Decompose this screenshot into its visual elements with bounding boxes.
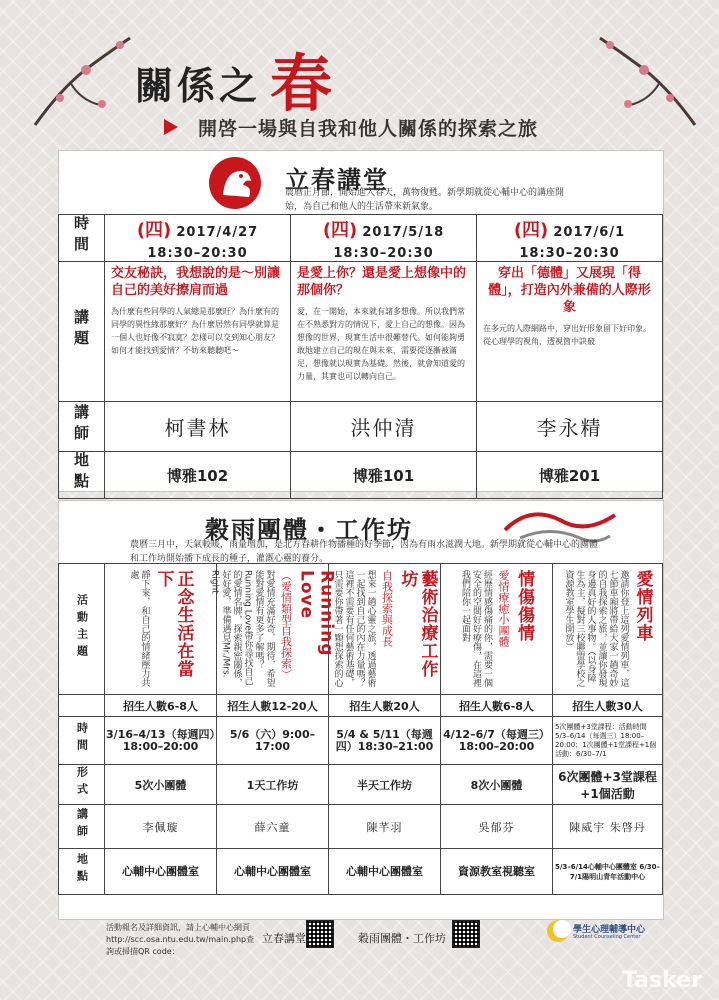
- workshop-5-leader: 陳威宇 朱啓丹: [553, 805, 663, 849]
- workshop-3-leader: 陳芊羽: [329, 805, 441, 849]
- workshop-4-theme: [441, 564, 553, 695]
- workshop-3-desc: 想來一趟心靈之旅，透過藝術一起找到自己的內在力量嗎？這裡不需要有任何藝術基礎，只需要你帶著一顆想探索的心: [332, 570, 376, 687]
- lecture-table: [58, 214, 663, 499]
- label-place: 地點: [59, 452, 105, 499]
- lecture-1-speaker: 柯書林: [105, 402, 291, 452]
- lecture-1-room: 博雅102: [105, 452, 291, 499]
- lecture-1-desc: 為什麼有些同學的人氣總是那麼旺？為什麼有的同學的異性緣那麼好？為什麼居然有同學就算是一個人也好像不寂寞？怎樣可以交到知心朋友？如何才能找到愛情？不妨來聽聽吧～: [111, 307, 279, 355]
- workshop-4-desc: 經歷情感傷痛的你，需要一個安全的空間好好療傷，在這裡我們陪你一起面對: [460, 570, 492, 687]
- workshop-3-place: 心輔中心團體室: [329, 849, 441, 895]
- lecture-2-datetime: (四) 2017/5/18 18:30–20:30: [291, 215, 477, 262]
- workshop-1-time: 3/16–4/13（每週四）18:00–20:00: [105, 717, 217, 765]
- center-name-en: Student Counseling Center: [573, 934, 641, 940]
- label-ws-time: 時間: [59, 717, 105, 765]
- lecture-1-topic-cell: [105, 262, 291, 402]
- label-time: 時間: [59, 215, 105, 262]
- workshop-4-leader: 吳郁芬: [441, 805, 553, 849]
- footer-note: 活動報名及詳細資訊，請上心輔中心網頁 http://scc.osa.ntu.edu.tw/main.php查詢或掃描QR code：: [106, 923, 255, 956]
- workshop-5-count: 招生人數30人: [553, 695, 663, 717]
- workshop-2-time: 5/6（六）9:00–17:00: [217, 717, 329, 765]
- lecture-2-speaker: 洪仲清: [291, 402, 477, 452]
- workshop-2-place: 心輔中心團體室: [217, 849, 329, 895]
- workshop-1-format: 5次小團體: [105, 765, 217, 805]
- workshop-2-count: 招生人數12-20人: [217, 695, 329, 717]
- lecture-title: 立春講堂: [285, 166, 389, 194]
- workshop-5-theme: [553, 564, 663, 695]
- workshop-4-subtitle: 愛情療癒小團體: [497, 570, 510, 647]
- qr-lecture-label: 立春講堂: [262, 932, 306, 945]
- lecture-1-datetime: (四) 2017/4/27 18:30–20:30: [105, 215, 291, 262]
- qr-workshop-label: 穀雨團體・工作坊: [358, 932, 446, 945]
- workshop-3-time: 5/4 & 5/11（每週四）18:30–21:00: [329, 717, 441, 765]
- lecture-3-desc: 在多元的人際網路中，穿出好形象留下好印象。從心理學的視角，透視箇中訣竅: [483, 324, 651, 346]
- workshop-2-subtitle: （愛情類型自我探索）: [279, 570, 293, 680]
- label-theme: 活動主題: [59, 564, 105, 695]
- workshop-2-desc: 對愛情充滿好奇、期待，希望能對愛情有更多了解嗎？Running Love帶你尋找自己的愛情名牌，探索親密關係，好好愛，準備遇見Mr./Mrs. Right: [209, 570, 275, 687]
- lecture-3-datetime: (四) 2017/6/1 18:30–20:30: [477, 215, 663, 262]
- poster-title: 關係之: [135, 63, 262, 108]
- poster-subtitle: 開啓一場與自我和他人關係的探索之旅: [198, 118, 539, 140]
- label-ws-place: 地點: [59, 849, 105, 895]
- label-format: 形式: [59, 765, 105, 805]
- workshop-1-theme: [105, 564, 217, 695]
- plum-branch-left-icon: [30, 30, 140, 130]
- lecture-2-topic: 是愛上你？還是愛上想像中的那個你？: [297, 266, 467, 298]
- plum-branch-right-icon: [590, 30, 700, 130]
- workshop-2-format: 1天工作坊: [217, 765, 329, 805]
- workshop-4-count: 招生人數6-8人: [441, 695, 553, 717]
- lecture-2-topic-cell: [291, 262, 477, 402]
- workshop-2-theme: [209, 564, 337, 695]
- lecture-intro: 農曆正月節，開始進入春天，萬物復甦。新學期就從心輔中心的講座開始，為自己和他人的生活帶來新氣象。: [285, 188, 565, 212]
- workshop-4-place: 資源教室視聽室: [441, 849, 553, 895]
- workshop-1-desc: 靜下來，和自己的情緒壓力共處: [128, 570, 150, 687]
- workshop-1-title: 正念生活在當下: [153, 570, 194, 678]
- workshop-4-format: 8次小團體: [441, 765, 553, 805]
- workshop-4-time: 4/12–6/7（每週三）18:00–20:00: [441, 717, 553, 765]
- qr-lecture-icon[interactable]: [306, 920, 334, 948]
- workshop-1-leader: 李佩璇: [105, 805, 217, 849]
- lecture-2-desc: 愛，在一開始，本來就有諸多想像。所以我們常在不熟悉對方的情況下，愛上自己的想像。因為想像的世界，現實生活中很難替代。如何能夠勇敢地建立自己的現在與未來，需要從逐漸被滿足，想像就以現實為基礎。然後，就會知道愛的力量，其實也可以轉向自己。: [297, 307, 465, 381]
- workshop-intro: 農曆三月中，天氣較暖，雨量增加，是北方春耕作物播種的好季節，因為有雨水滋潤大地。新學期就從心輔中心的團體和工作坊開始播下成長的種子，灌溉心靈的養分。: [130, 540, 599, 564]
- label-count-blank: [59, 695, 105, 717]
- center-logo-icon: [545, 918, 571, 944]
- workshop-3-theme: [329, 564, 441, 695]
- workshop-5-place: 5/3–6/14心輔中心團體室 6/30–7/1陽明山青年活動中心: [553, 849, 663, 895]
- workshop-1-place: 心輔中心團體室: [105, 849, 217, 895]
- lecture-1-topic: 交友秘訣，我想說的是～別讓自己的美好擦肩而過: [111, 266, 281, 298]
- lecture-3-topic: 穿出「德體」又展現「得體」，打造內外兼備的人際形象: [488, 266, 651, 315]
- center-name: 學生心理輔導中心: [573, 925, 646, 935]
- qr-workshop-icon[interactable]: [452, 920, 480, 948]
- workshop-5-time: 5次團體+3堂課程：活動時間5/3–6/14（每週三）18:00–20:00；1次團體+1堂課程+1個活動：6/30–7/1: [553, 717, 663, 765]
- workshop-5-title: 愛情列車: [632, 570, 653, 642]
- poster-title-spring: 春: [270, 47, 333, 120]
- workshop-table: [58, 563, 663, 895]
- label-topic: 講題: [59, 262, 105, 402]
- arrow-icon: [164, 119, 178, 135]
- workshop-5-format: 6次團體+3堂課程+1個活動: [553, 765, 663, 805]
- lecture-2-room: 博雅101: [291, 452, 477, 499]
- workshop-5-desc: 邀請你登上這列愛情列車，這七節車廂將帶給大家一趟奇妙的自我探索之旅，並讓你發現身邊真好的人事物。（以身障生為主，擬對三校聯盟學校之資源教室學生開放）: [563, 570, 629, 687]
- workshop-3-count: 招生人數20人: [329, 695, 441, 717]
- watermark: Tasker: [622, 968, 702, 993]
- lecture-3-topic-cell: [477, 262, 663, 402]
- workshop-2-title: Running Love: [296, 570, 337, 657]
- workshop-3-title: 藝術治療工作坊: [397, 570, 438, 678]
- label-speaker: 講師: [59, 402, 105, 452]
- workshop-3-format: 半天工作坊: [329, 765, 441, 805]
- lecture-3-speaker: 李永精: [477, 402, 663, 452]
- rooster-icon: [205, 155, 265, 211]
- workshop-2-leader: 薛六童: [217, 805, 329, 849]
- workshop-3-subtitle: 自我探索與成長: [380, 570, 394, 647]
- lecture-3-room: 博雅201: [477, 452, 663, 499]
- workshop-4-title: 情傷傷情: [514, 570, 534, 642]
- workshop-1-count: 招生人數6-8人: [105, 695, 217, 717]
- label-leader: 講師: [59, 805, 105, 849]
- workshop-title: 穀雨團體・工作坊: [205, 516, 413, 544]
